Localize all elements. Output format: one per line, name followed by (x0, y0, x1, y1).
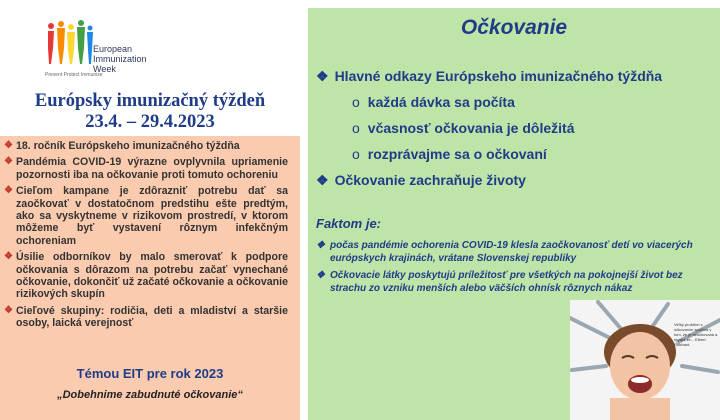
sub-point (352, 120, 574, 136)
sub-point-text: každá dávka sa počíta (367, 94, 515, 110)
fact-text: počas pandémie ochorenia COVID-19 klesla zaočkovanosť detí vo viacerých európskych krajinách, vrátane Slovenskej republiky (330, 240, 693, 264)
people-logo-icon (45, 18, 93, 70)
circle-bullet-icon: o (352, 94, 360, 110)
list-item-text: Cieľom kampane je zdôrazniť potrebu dať sa zaočkovať v dostatočnom predstihu ešte predtým, ako sa vyskytneme v rizikovom prostredí, v ktorom môžeme byť vystavení rôznym infekčným ochoreniam (16, 185, 288, 247)
diamond-bullet-icon: ❖ (4, 140, 13, 151)
quote-caption: Veľký problém s očkovaním spočíva v tom, že je neočkovaná a myslia že... Elbert Hubbard (674, 322, 718, 347)
list-item-text: Úsilie odborníkov by malo smerovať k podpore očkovania s dôrazom na potrebu začať vynechané očkovanie, dokončiť už začaté očkovanie a očkovanie rizikových skupín (16, 251, 288, 301)
left-title-dates: 23.4. – 29.4.2023 (85, 112, 215, 132)
fact-item (316, 270, 716, 295)
eiw-logo (45, 18, 245, 88)
logo-line3: Week (93, 64, 116, 74)
circle-bullet-icon: o (352, 146, 360, 162)
left-info-panel (0, 136, 300, 420)
logo-line1: European (93, 44, 133, 54)
theme-title: Témou EIT pre rok 2023 (76, 366, 224, 381)
crying-child-illustration (570, 300, 720, 420)
list-item (4, 251, 288, 301)
circle-bullet-icon: o (352, 120, 360, 136)
vaccination-photo (570, 300, 720, 420)
logo-wordmark (93, 44, 147, 74)
diamond-star-icon: ❖ (316, 270, 325, 281)
sub-point (352, 146, 547, 162)
diamond-star-icon: ❖ (316, 172, 329, 188)
diamond-bullet-icon: ❖ (4, 156, 13, 168)
fact-item (316, 240, 716, 265)
sub-point-text: včasnosť očkovania je dôležitá (367, 120, 575, 136)
list-item-text: 18. ročník Európskeho imunizačného týždňa (16, 140, 240, 152)
diamond-bullet-icon: ❖ (4, 251, 13, 263)
main-point-2 (316, 172, 526, 189)
facts-heading: Faktom je: (316, 216, 382, 231)
left-title (0, 91, 300, 133)
sub-point-text: rozprávajme sa o očkovaní (367, 146, 547, 162)
left-title-line1: Európsky imunizačný týždeň (34, 91, 266, 111)
logo-line2: Immunization (93, 54, 147, 64)
right-title: Očkovanie (460, 16, 568, 39)
list-item-text: Pandémia COVID-19 výrazne ovplyvnila upriamenie pozornosti iba na očkovanie proti tomuto ochoreniu (16, 156, 288, 181)
left-bullet-list (4, 140, 288, 334)
main-point-1-text: Hlavné odkazy Európskeho imunizačného týždňa (334, 68, 663, 84)
sub-point (352, 94, 515, 110)
main-point-2-text: Očkovanie zachraňuje životy (334, 172, 526, 188)
list-item (4, 140, 288, 152)
diamond-star-icon: ❖ (316, 68, 329, 84)
logo-tagline: Prevent Protect Immunize (45, 72, 103, 78)
list-item-text: Cieľové skupiny: rodičia, deti a mladiství a staršie osoby, laická verejnosť (16, 304, 288, 330)
diamond-bullet-icon: ❖ (4, 304, 13, 316)
list-item (4, 185, 288, 247)
main-point-1 (316, 68, 662, 85)
theme-subtitle: „Dobehnime zabudnuté očkovanie“ (57, 389, 243, 401)
fact-text: Očkovacie látky poskytujú príležitosť pre všetkých na pokojnejší život bez strachu zo vzniku menších alebo väčších ohnísk rôznych nákaz (330, 270, 683, 294)
list-item (4, 156, 288, 181)
diamond-bullet-icon: ❖ (4, 185, 13, 197)
diamond-star-icon: ❖ (316, 240, 325, 251)
list-item (4, 305, 288, 330)
